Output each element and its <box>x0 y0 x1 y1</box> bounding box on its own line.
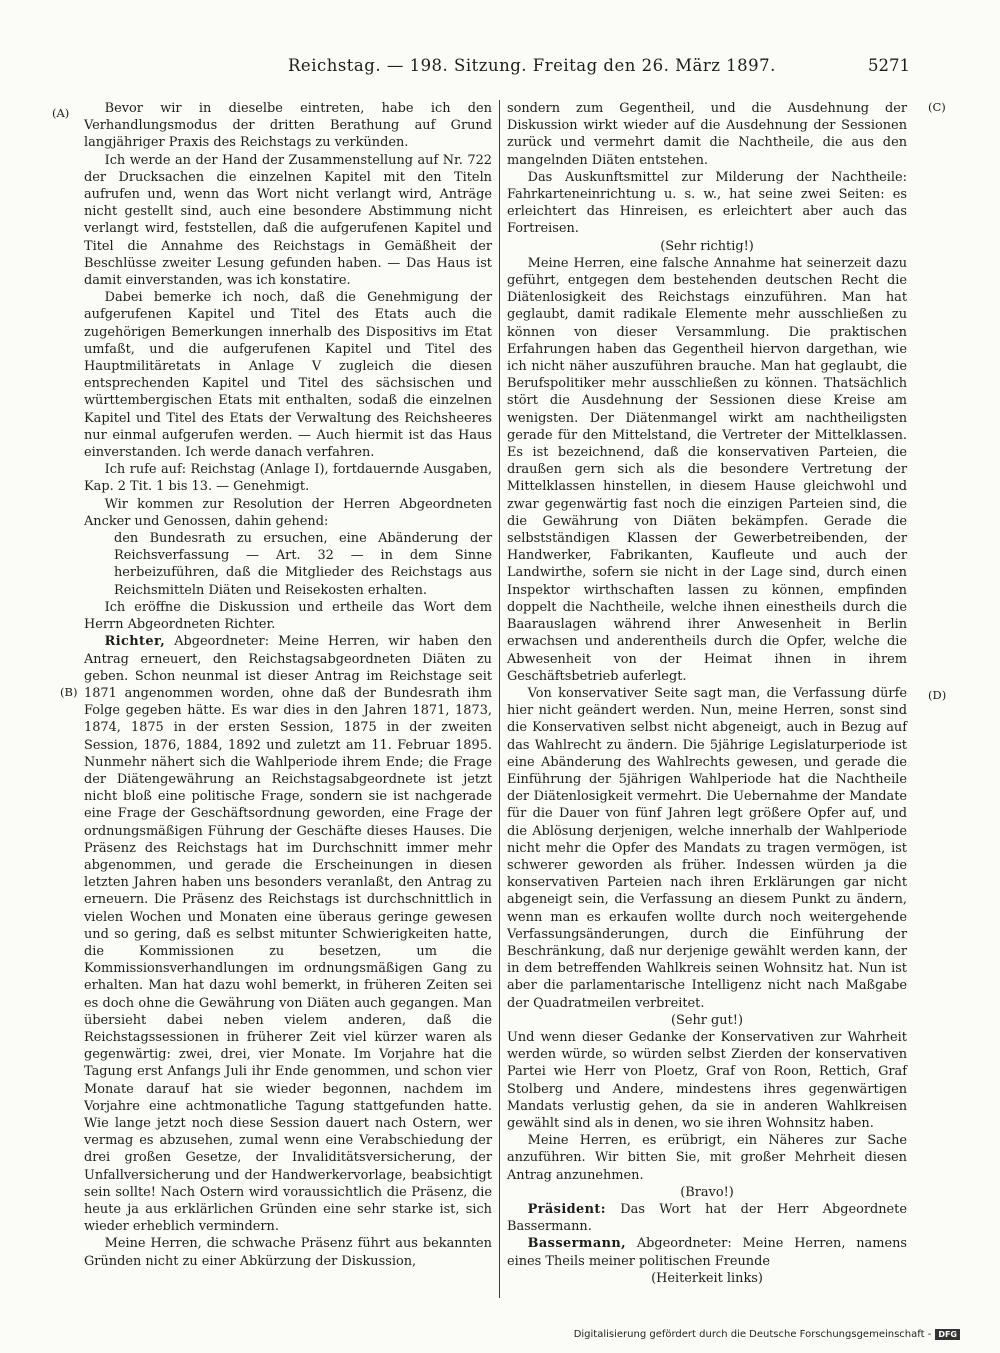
dfg-logo: DFG <box>935 1329 960 1340</box>
paragraph-text: (Sehr richtig!) <box>660 238 754 254</box>
paragraph <box>507 1270 907 1287</box>
paragraph-text: Abgeordneter: Meine Herren, wir haben den Antrag erneuert, den Reichstagsabgeordneten Diäten zu geben. Schon neunmal ist dieser Antrag im Reichstage seit 1871 angenommen worden, ohne daß der Bundesrath ihm Folge gegeben hätte. Es war dies in den Jahren 1871, 1873, 1874, 1875 in der ersten Session, 1875 in der zweiten Session, 1876, 1884, 1892 und zuletzt am 11. Februar 1895. Nunmehr nähert sich die Wahlperiode ihrem Ende; die Frage der Diätengewährung an Reichstagsabgeordnete ist jetzt nicht bloß eine politische Frage, sondern sie ist nachgerade eine Frage der Geschäftsordnung geworden, eine Frage der ordnungsmäßigen Führung der Geschäfte dieses Hauses. Die Präsenz des Reichstags hat im Durchschnitt immer mehr abgenommen, und gerade die Erscheinungen in diesen letzten Jahren haben uns besonders veranlaßt, den Antrag zu erneuern. Die Präsenz des Reichstags ist durchschnittlich in vielen Wochen und Monaten eine überaus geringe gewesen und so gering, daß es selbst mitunter Schwierigkeiten hatte, die Kommissionen zu besetzen, um die Kommissionsverhandlungen im ordnungsmäßigen Gang zu erhalten. Man hat dazu wohl bemerkt, in früheren Zeiten sei es doch ohne die Gewährung von Diäten auch gegangen. Man übersieht dabei neben vielem anderen, daß die Reichstagssessionen in früherer Zeit viel kürzer waren als gegenwärtig: zwei, drei, vier Monate. Im Vorjahre hat die Tagung erst Anfangs Juli ihr Ende genommen, und schon vier Monate darauf hat sie wieder begonnen, nachdem im Vorjahre eine achtmonatliche Tagung stattgefunden hatte. Wie lange jetzt noch diese Session dauert nach Ostern, wer vermag es abzusehen, zumal wenn eine Verabschiedung der drei großen Gesetze, der Invaliditätsversicherung, der Unfallversicherung und der Handwerkervorlage, beabsichtigt sein sollte! Nach Ostern wird voraussichtlich die Präsenz, die heute ja aus erklärlichen Gründen eine sehr starke ist, sich wieder erheblich vermindern. <box>84 634 493 1235</box>
paragraph <box>507 169 907 238</box>
paragraph-text: Das Wort hat der Herr Abgeordnete Bassermann. <box>507 1202 907 1235</box>
paragraph-text: Und wenn dieser Gedanke der Konservativen zur Wahrheit werden würde, so würden selbst Zierden der konservativen Partei wie Herr von Ploetz, Graf von Roon, Rettich, Graf Stolberg und Andere, mindestens ihres gegenwärtigen Mandats verlustig gehen, da sie in anderen Wahlkreisen gewählt sind als in denen, wo sie ihren Wohnsitz haben. <box>507 1029 907 1131</box>
column-divider <box>499 100 500 1298</box>
paragraph <box>84 289 492 461</box>
paragraph-text: Ich rufe auf: Reichstag (Anlage I), fortdauernde Ausgaben, Kap. 2 Tit. 1 bis 13. — Genehmigt. <box>84 462 492 495</box>
paragraph <box>507 1012 907 1029</box>
margin-marker-d: (D) <box>928 688 947 702</box>
paragraph <box>507 255 907 685</box>
paragraph <box>507 238 907 255</box>
paragraph <box>84 496 492 530</box>
paragraph <box>507 1201 907 1235</box>
paragraph-text: Wir kommen zur Resolution der Herren Abgeordneten Ancker und Genossen, dahin gehend: <box>84 496 492 529</box>
page-header <box>0 56 1000 80</box>
page-number: 5271 <box>868 56 910 75</box>
paragraph <box>114 530 492 599</box>
left-column <box>84 100 492 1270</box>
page-title: Reichstag. — 198. Sitzung. Freitag den 26. März 1897. <box>288 56 776 75</box>
paragraph-text: Meine Herren, die schwache Präsenz führt aus bekannten Gründen nicht zu einer Abkürzung der Diskussion, <box>84 1236 492 1269</box>
paragraph <box>507 1029 907 1132</box>
speaker-name: Präsident: <box>527 1202 606 1217</box>
paragraph <box>84 461 492 495</box>
margin-marker-a: (A) <box>52 106 70 120</box>
paragraph <box>507 685 907 1012</box>
paragraph <box>507 100 907 169</box>
paragraph <box>507 1235 907 1269</box>
margin-marker-b: (B) <box>60 685 78 699</box>
speaker-name: Bassermann, <box>527 1236 627 1252</box>
paragraph-text: Ich eröffne die Diskussion und ertheile das Wort dem Herrn Abgeordneten Richter. <box>84 599 492 633</box>
margin-marker-c: (C) <box>928 100 946 114</box>
paragraph-text: Meine Herren, es erübrigt, ein Näheres zur Sache anzuführen. Wir bitten Sie, mit großer Mehrheit diesen Antrag anzunehmen. <box>507 1133 907 1183</box>
paragraph-text: Bevor wir in dieselbe eintreten, habe ich den Verhandlungsmodus der dritten Berathung auf Grund langjähriger Praxis des Reichstags zu verkünden. <box>84 101 492 151</box>
paragraph <box>84 1235 492 1269</box>
paragraph-text: Von konservativer Seite sagt man, die Verfassung dürfe hier nicht geändert werden. Nun, meine Herren, sonst sind die Konservativen selbst nicht abgeneigt, auch in Bezug auf das Wahlrecht zu ändern. Die 5jährige Legislaturperiode ist eine Abänderung des Wahlrechts gewesen, und gerade die Einführung der 5jährigen Wahlperiode hat die Nachtheile der Diätenlosigkeit vermehrt. Die Uebernahme der Mandate für die Dauer von fünf Jahren legt größere Opfer auf, und die Ablösung derjenigen, welche innerhalb der Wahlperiode nicht mehr die Opfer des Mandats zu tragen vermögen, ist schwerer geworden als früher. Indessen würden ja die konservativen Parteien nach ihren Erklärungen gar nicht abgeneigt sein, die Verfassung an diesem Punkt zu ändern, wenn man es erkaufen wollte durch noch weitergehende Verfassungsänderungen, durch die Einführung der Beschränkung, daß nur derjenige gewählt werden kann, der in dem betreffenden Wahlkreis seinen Wohnsitz hat. Nun ist aber die parlamentarische Intelligenz nicht nach Maßgabe der Quadratmeilen verbreitet. <box>507 685 907 1011</box>
right-column <box>507 100 907 1287</box>
paragraph-text: Abgeordneter: Meine Herren, namens eines Theils meiner politischen Freunde <box>507 1236 907 1269</box>
paragraph-text: Dabei bemerke ich noch, daß die Genehmigung der aufgerufenen Kapitel und Titel des Etats auch die zugehörigen Bemerkungen innerhalb des Dispositivs im Etat umfaßt, und die aufgerufenen Kapitel und Titel des Hauptmilitäretats in Anlage V zugleich die diesen entsprechenden Kapitel und Titel des sächsischen und württembergischen Etats mit enthalten, sodaß die einzelnen Kapitel und Titel des Etats der Verwaltung des Reichsheeres nur einmal aufgerufen werden. — Auch hiermit ist das Haus einverstanden. Ich werde danach verfahren. <box>84 290 492 461</box>
paragraph-text: (Bravo!) <box>680 1184 734 1200</box>
paragraph-text: Meine Herren, eine falsche Annahme hat seinerzeit dazu geführt, entgegen dem bestehenden deutschen Recht die Diätenlosigkeit des Reichstags einzuführen. Man hat geglaubt, damit radikale Elemente mehr ausschließen zu können von dieser Versammlung. Die praktischen Erfahrungen haben das Gegentheil hiervon dargethan, wie ich nicht näher auszuführen brauche. Man hat geglaubt, die Berufspolitiker mehr ausschließen zu können. Thatsächlich stört die Ausdehnung der Sessionen diese Kreise am wenigsten. Der Diätenmangel wirkt am nachtheiligsten gerade für den Mittelstand, die Vertreter der Mittelklassen. Es ist bezeichnend, daß die konservativen Parteien, die draußen gern sich als die besondere Vertretung der Mittelklassen hinstellen, in diesem Hause gleichwohl und zwar gegenwärtig fast noch die einzigen Parteien sind, die die Gewährung von Diäten bekämpfen. Gerade die selbstständigen Klassen der Gewerbetreibenden, der Handwerker, Fabrikanten, Kaufleute und auch der Landwirthe, sofern sie nicht in der Lage sind, durch einen Inspektor wirthschaften lassen zu können, empfinden doppelt die Nachtheile, welche ihnen einestheils durch die Baarauslagen während ihrer Anwesenheit in Berlin erwachsen und anderentheils durch die Opfer, welche die Abwesenheit von der Heimat ihnen in ihrem Geschäftsbetrieb auferlegt. <box>507 255 907 684</box>
paragraph-text: sondern zum Gegentheil, und die Ausdehnung der Diskussion wirkt wieder auf die Ausdehnung der Sessionen zurück und vermehrt damit die Nachtheile, die aus den mangelnden Diäten entstehen. <box>507 101 907 168</box>
paragraph <box>84 633 492 1235</box>
footer-credit: Digitalisierung gefördert durch die Deutsche Forschungsgemeinschaft - <box>573 1329 932 1340</box>
speaker-name: Richter, <box>104 634 166 650</box>
paragraph-text: Das Auskunftsmittel zur Milderung der Nachtheile: Fahrkarteneinrichtung u. s. w., hat seine zwei Seiten: es erleichtert das Hinreisen, es erleichtert aber auch das Fortreisen. <box>507 169 907 237</box>
paragraph <box>84 599 492 633</box>
paragraph-text: (Heiterkeit links) <box>651 1270 763 1286</box>
paragraph-text: den Bundesrath zu ersuchen, eine Abänderung der Reichsverfassung — Art. 32 — in dem Sinne herbeizuführen, daß die Mitglieder des Reichstags aus Reichsmitteln Diäten und Reisekosten erhalten. <box>114 531 492 598</box>
paragraph-text: (Sehr gut!) <box>671 1012 743 1028</box>
paragraph <box>84 100 492 152</box>
paragraph <box>507 1184 907 1201</box>
paragraph <box>84 152 492 290</box>
paragraph <box>507 1132 907 1184</box>
footer <box>574 1329 960 1340</box>
paragraph-text: Ich werde an der Hand der Zusammenstellung auf Nr. 722 der Drucksachen die einzelnen Kapitel mit den Titeln aufrufen und, wenn das Wort nicht verlangt wird, Anträge nicht gestellt sind, auch eine besondere Abstimmung nicht verlangt wird, feststellen, daß die aufgerufenen Kapitel und Titel die Annahme des Reichstags in Gemäßheit der Beschlüsse zweiter Lesung gefunden haben. — Das Haus ist damit einverstanden, was ich konstatire. <box>84 152 492 289</box>
